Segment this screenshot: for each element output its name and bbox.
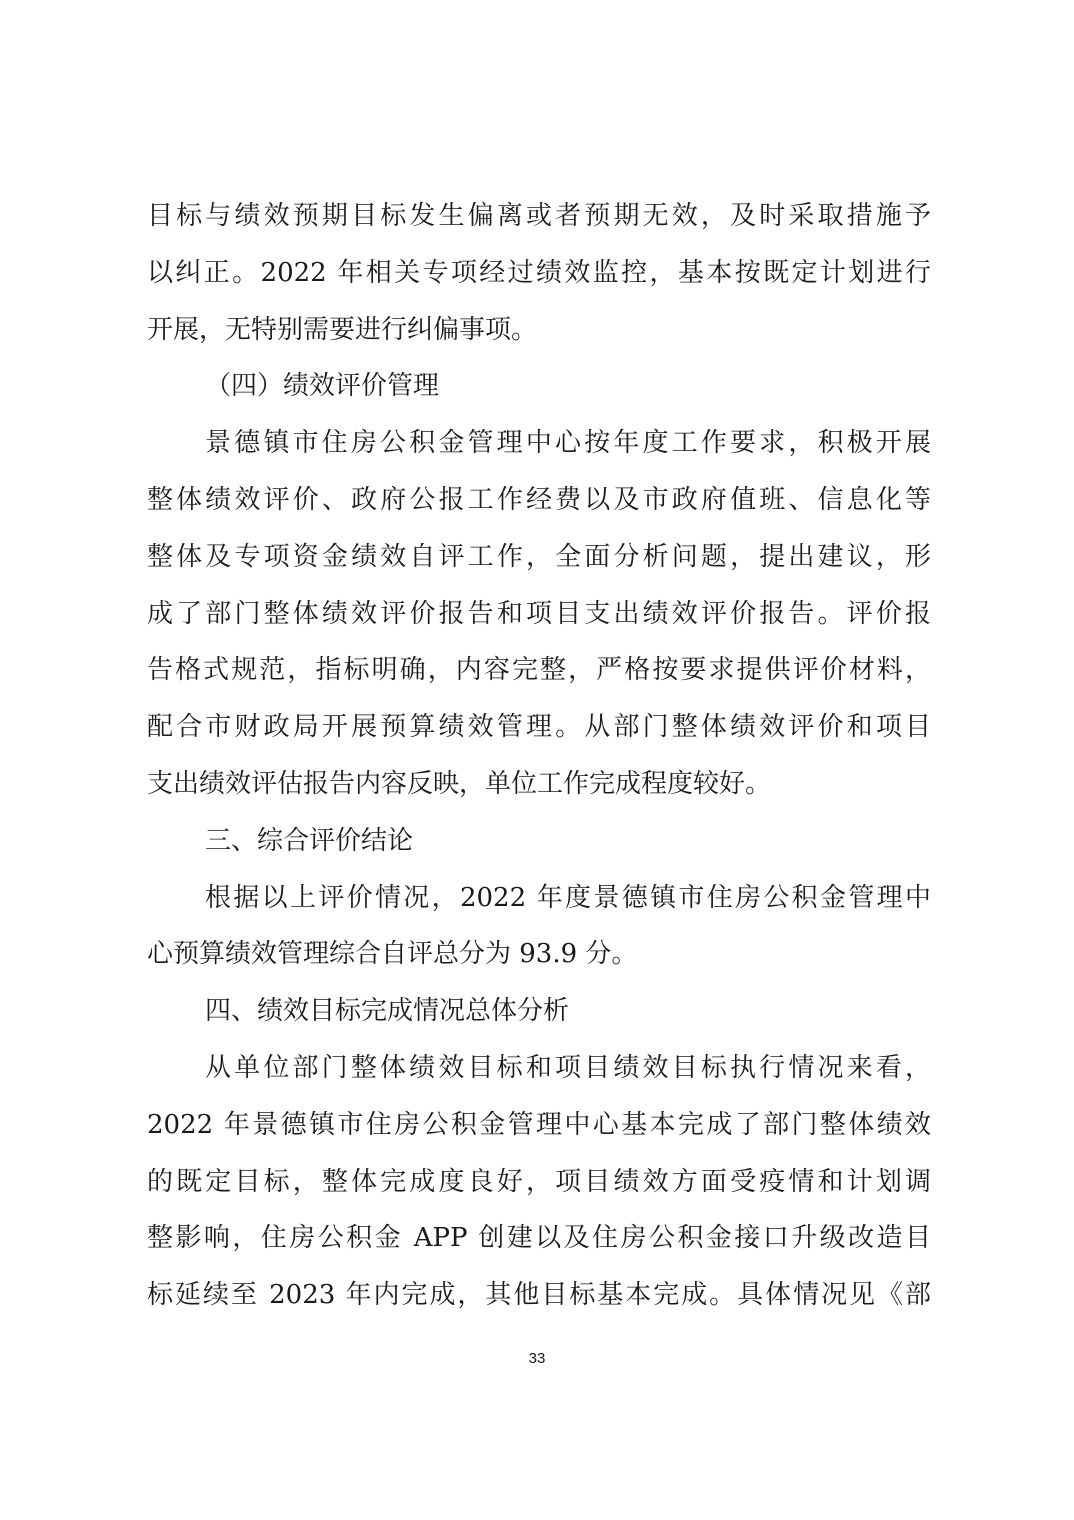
text-line: 的既定目标，整体完成度良好，项目绩效方面受疫情和计划调	[147, 1166, 931, 1197]
text-line: 从单位部门整体绩效目标和项目绩效目标执行情况来看，	[205, 1052, 931, 1083]
text-line: 根据以上评价情况，2022 年度景德镇市住房公积金管理中	[205, 882, 931, 913]
text-line: 景德镇市住房公积金管理中心按年度工作要求，积极开展	[205, 428, 931, 459]
text-line: 整体绩效评价、政府公报工作经费以及市政府值班、信息化等	[147, 484, 931, 515]
text-line: 开展，无特别需要进行纠偏事项。	[147, 314, 538, 345]
text-line: 配合市财政局开展预算绩效管理。从部门整体绩效评价和项目	[147, 712, 931, 743]
text-line: 成了部门整体绩效评价报告和项目支出绩效评价报告。评价报	[147, 598, 931, 629]
text-line: 四、绩效目标完成情况总体分析	[205, 996, 570, 1027]
text-line: 标延续至 2023 年内完成，其他目标基本完成。具体情况见《部	[147, 1280, 931, 1311]
text-line: 目标与绩效预期目标发生偏离或者预期无效，及时采取措施予	[147, 201, 931, 231]
text-line: 整影响，住房公积金 APP 创建以及住房公积金接口升级改造目	[147, 1223, 931, 1254]
page-number: 33	[528, 1350, 546, 1367]
text-line: 三、综合评价结论	[205, 825, 414, 856]
text-line: （四）绩效评价管理	[205, 371, 440, 402]
text-line: 支出绩效评估报告内容反映，单位工作完成程度较好。	[147, 768, 772, 799]
document-body	[147, 188, 931, 1324]
text-line: 心预算绩效管理综合自评总分为 93.9 分。	[147, 939, 638, 970]
text-line: 以纠正。2022 年相关专项经过绩效监控，基本按既定计划进行	[147, 257, 931, 288]
text-line: 告格式规范，指标明确，内容完整，严格按要求提供评价材料，	[147, 655, 931, 686]
text-line: 2022 年景德镇市住房公积金管理中心基本完成了部门整体绩效	[147, 1109, 931, 1140]
text-line: 整体及专项资金绩效自评工作，全面分析问题，提出建议，形	[147, 541, 931, 572]
